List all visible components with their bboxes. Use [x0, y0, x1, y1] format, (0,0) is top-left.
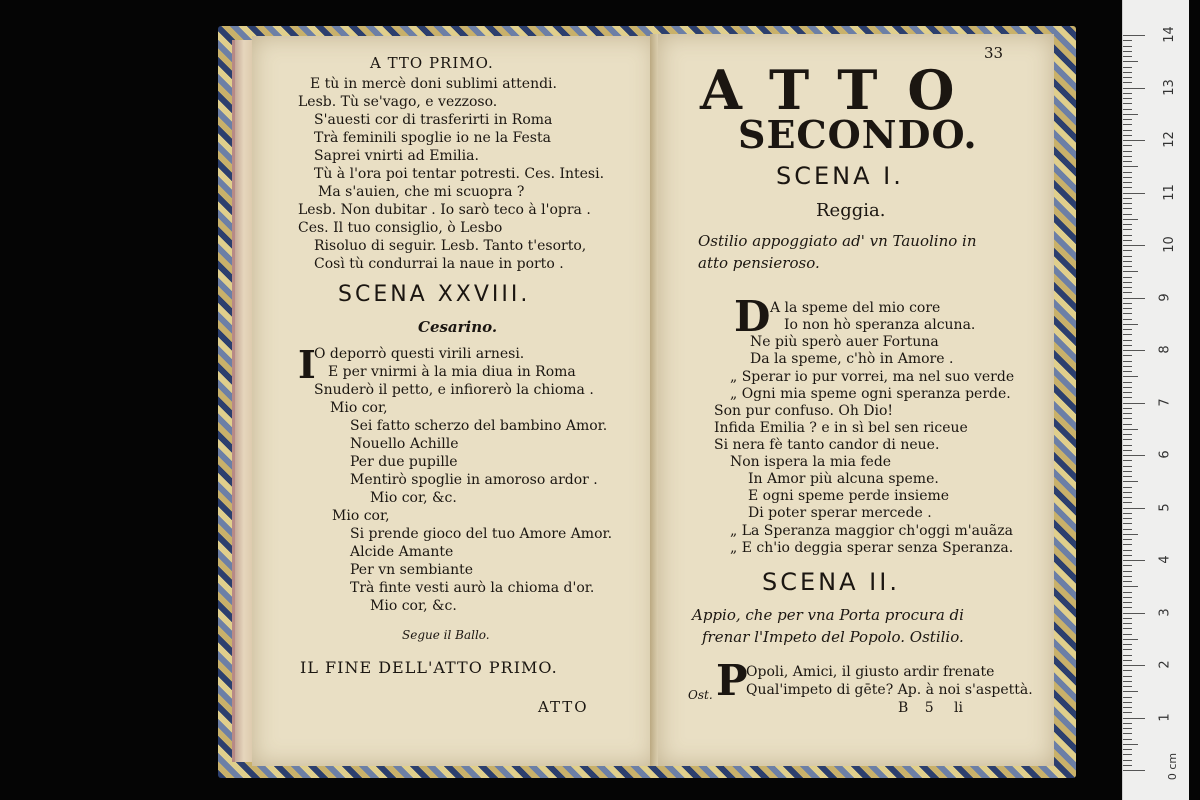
ruler-tick	[1123, 445, 1132, 446]
ruler-tick	[1123, 266, 1132, 267]
ruler-tick	[1123, 613, 1145, 614]
ruler-tick	[1123, 77, 1132, 78]
ruler-tick	[1123, 592, 1132, 593]
ruler-tick	[1123, 182, 1132, 183]
measurement-ruler	[1122, 0, 1189, 800]
ruler-tick	[1123, 256, 1132, 257]
stage-direction: atto pensieroso.	[698, 254, 820, 272]
scene-character: Cesarino.	[418, 318, 498, 336]
ruler-tick	[1123, 51, 1132, 52]
ruler-tick	[1123, 628, 1132, 629]
ruler-tick	[1123, 56, 1132, 57]
ruler-tick	[1123, 665, 1145, 666]
ruler-tick	[1123, 450, 1132, 451]
ruler-tick	[1123, 35, 1145, 36]
ruler-tick	[1123, 324, 1138, 325]
ruler-tick	[1123, 466, 1132, 467]
text-line: Ces. Il tuo consiglio, ò Lesbo	[298, 220, 503, 236]
ruler-tick	[1123, 754, 1132, 755]
ruler-tick	[1123, 208, 1132, 209]
scene-setting: Reggia.	[816, 200, 886, 221]
ruler-tick	[1123, 313, 1132, 314]
ruler-tick	[1123, 397, 1132, 398]
ruler-tick	[1123, 424, 1132, 425]
ruler-tick	[1123, 340, 1132, 341]
text-line: Così tù condurrai la naue in porto .	[314, 256, 564, 272]
text-line: Opoli, Amici, il giusto ardir frenate	[746, 664, 995, 680]
stage-direction: Appio, che per vna Porta procura di	[692, 606, 964, 624]
ruler-tick	[1123, 597, 1132, 598]
ruler-tick	[1123, 518, 1132, 519]
ruler-tick	[1123, 88, 1145, 89]
text-line: Snuderò il petto, e infiorerò la chioma .	[314, 382, 594, 398]
ruler-tick	[1123, 387, 1132, 388]
ruler-tick	[1123, 529, 1132, 530]
ruler-tick	[1123, 350, 1145, 351]
ruler-number: 14	[1161, 26, 1177, 43]
ruler-tick	[1123, 607, 1132, 608]
footer-mark: li	[954, 700, 963, 716]
ruler-tick	[1123, 670, 1132, 671]
text-line: Si prende gioco del tuo Amore Amor.	[350, 526, 613, 542]
text-line: Per due pupille	[350, 454, 458, 470]
ruler-tick	[1123, 124, 1132, 125]
speaker-label: Ost.	[688, 688, 713, 702]
ruler-tick	[1123, 151, 1132, 152]
ruler-tick	[1123, 61, 1138, 62]
ruler-tick	[1123, 502, 1132, 503]
ruler-tick	[1123, 733, 1132, 734]
ruler-tick	[1123, 145, 1132, 146]
text-line: Si nera fè tanto candor di neue.	[714, 437, 940, 453]
ruler-tick	[1123, 229, 1132, 230]
ruler-unit-label: 0 cm	[1166, 752, 1180, 781]
text-line: Nouello Achille	[350, 436, 459, 452]
ruler-tick	[1123, 72, 1132, 73]
act-title: ATTO	[700, 58, 985, 122]
ruler-tick	[1123, 355, 1132, 356]
ruler-tick	[1123, 67, 1132, 68]
ruler-tick	[1123, 245, 1145, 246]
ruler-tick	[1123, 576, 1132, 577]
ruler-tick	[1123, 571, 1132, 572]
text-line: Non ispera la mia fede	[730, 454, 892, 470]
ruler-tick	[1123, 744, 1138, 745]
ruler-number: 2	[1157, 660, 1173, 669]
ruler-tick	[1123, 513, 1132, 514]
ruler-number: 8	[1157, 345, 1173, 354]
ruler-tick	[1123, 382, 1132, 383]
ruler-tick	[1123, 298, 1145, 299]
ruler-tick	[1123, 581, 1132, 582]
ruler-tick	[1123, 403, 1145, 404]
ruler-tick	[1123, 240, 1132, 241]
ruler-tick	[1123, 460, 1132, 461]
text-line: „ Ogni mia speme ogni speranza perde.	[730, 386, 1011, 402]
text-line: Trà feminili spoglie io ne la Festa	[314, 130, 551, 146]
page-number: 33	[984, 44, 1004, 62]
ruler-tick	[1123, 770, 1145, 771]
text-line: In Amor più alcuna speme.	[748, 471, 939, 487]
scene-title: SCENA I.	[776, 162, 904, 190]
text-line: Di poter sperar mercede .	[748, 505, 932, 521]
scene-title: SCENA XXVIII.	[338, 282, 531, 307]
ruler-tick	[1123, 481, 1138, 482]
ruler-tick	[1123, 660, 1132, 661]
text-line: Ma s'auien, che mi scuopra ?	[318, 184, 525, 200]
ruler-tick	[1123, 292, 1132, 293]
text-line: „ Sperar io pur vorrei, ma nel suo verde	[730, 369, 1015, 385]
ruler-tick	[1123, 723, 1132, 724]
text-line: Da la speme, c'hò in Amore .	[750, 351, 954, 367]
text-line: Lesb. Non dubitar . Io sarò teco à l'opra .	[298, 202, 591, 218]
ruler-tick	[1123, 46, 1132, 47]
ruler-tick	[1123, 135, 1132, 136]
ruler-tick	[1123, 618, 1132, 619]
ruler-number: 5	[1157, 502, 1173, 512]
ruler-tick	[1123, 177, 1132, 178]
ruler-tick	[1123, 702, 1132, 703]
ruler-tick	[1123, 634, 1132, 635]
text-line: Io non hò speranza alcuna.	[784, 317, 976, 333]
text-line: Sei fatto scherzo del bambino Amor.	[350, 418, 608, 434]
ruler-tick	[1123, 119, 1132, 120]
ruler-tick	[1123, 492, 1132, 493]
ruler-tick	[1123, 476, 1132, 477]
ruler-tick	[1123, 586, 1138, 587]
ruler-tick	[1123, 676, 1132, 677]
ruler-tick	[1123, 560, 1145, 561]
ruler-tick	[1123, 214, 1132, 215]
ruler-tick	[1123, 623, 1132, 624]
right-page	[658, 34, 1054, 766]
ruler-tick	[1123, 455, 1145, 456]
text-line: Trà finte vesti aurò la chioma d'or.	[350, 580, 595, 596]
ruler-tick	[1123, 523, 1132, 524]
ruler-tick	[1123, 392, 1132, 393]
ruler-tick	[1123, 739, 1132, 740]
ruler-tick	[1123, 760, 1132, 761]
text-line: E ogni speme perde insieme	[748, 488, 950, 504]
ruler-number: 12	[1161, 131, 1177, 148]
ruler-tick	[1123, 98, 1132, 99]
drop-cap: I	[298, 342, 316, 387]
drop-cap: P	[716, 656, 748, 705]
ruler-tick	[1123, 203, 1132, 204]
ruler-tick	[1123, 487, 1132, 488]
text-line: S'auesti cor di trasferirti in Roma	[314, 112, 553, 128]
ruler-tick	[1123, 644, 1132, 645]
ruler-tick	[1123, 308, 1132, 309]
text-line: A la speme del mio core	[770, 300, 941, 316]
text-line: Per vn sembiante	[350, 562, 474, 578]
ruler-tick	[1123, 655, 1132, 656]
ruler-tick	[1123, 187, 1132, 188]
ruler-tick	[1123, 413, 1132, 414]
ruler-tick	[1123, 114, 1138, 115]
ruler-tick	[1123, 345, 1132, 346]
text-line: Mio cor,	[330, 400, 388, 416]
ruler-tick	[1123, 434, 1132, 435]
ruler-tick	[1123, 765, 1132, 766]
ruler-tick	[1123, 303, 1132, 304]
stage-direction: Ostilio appoggiato ad' vn Tauolino in	[698, 232, 977, 250]
ruler-tick	[1123, 287, 1132, 288]
ruler-tick	[1123, 319, 1132, 320]
ruler-number: 4	[1157, 555, 1173, 564]
ruler-tick	[1123, 166, 1138, 167]
ruler-tick	[1123, 277, 1132, 278]
text-line: Risoluo di seguir. Lesb. Tanto t'esorto,	[314, 238, 587, 254]
ruler-tick	[1123, 697, 1132, 698]
ruler-tick	[1123, 712, 1132, 713]
ruler-tick	[1123, 361, 1132, 362]
ruler-tick	[1123, 40, 1132, 41]
ruler-tick	[1123, 140, 1145, 141]
ruler-tick	[1123, 250, 1132, 251]
ruler-tick	[1123, 497, 1132, 498]
ruler-tick	[1123, 172, 1132, 173]
ruler-tick	[1123, 555, 1132, 556]
text-line: O deporrò questi virili arnesi.	[314, 346, 525, 362]
text-line: Mio cor, &c.	[370, 598, 457, 614]
end-title: IL FINE DELL'ATTO PRIMO.	[300, 658, 558, 677]
ruler-tick	[1123, 235, 1132, 236]
text-line: Mio cor, &c.	[370, 490, 457, 506]
ruler-tick	[1123, 649, 1132, 650]
text-line: Mentirò spoglie in amoroso ardor .	[350, 472, 598, 488]
ruler-number: 3	[1157, 607, 1173, 617]
text-line: E per vnirmi à la mia diua in Roma	[328, 364, 576, 380]
ruler-tick	[1123, 224, 1132, 225]
text-line: E tù in mercè doni sublimi attendi.	[310, 76, 557, 92]
ruler-tick	[1123, 103, 1132, 104]
ruler-tick	[1123, 161, 1132, 162]
ruler-tick	[1123, 544, 1132, 545]
scene-title: SCENA II.	[762, 568, 900, 596]
ruler-tick	[1123, 130, 1132, 131]
ruler-tick	[1123, 156, 1132, 157]
drop-cap: D	[734, 292, 771, 341]
ruler-tick	[1123, 550, 1132, 551]
ruler-tick	[1123, 728, 1132, 729]
ruler-tick	[1123, 376, 1138, 377]
ruler-number: 13	[1161, 78, 1177, 96]
ruler-tick	[1123, 429, 1138, 430]
act-subtitle: SECONDO.	[738, 112, 978, 157]
ruler-tick	[1123, 82, 1132, 83]
text-line: Lesb. Tù se'vago, e vezzoso.	[298, 94, 498, 110]
ruler-tick	[1123, 261, 1132, 262]
ruler-tick	[1123, 681, 1132, 682]
ruler-tick	[1123, 749, 1132, 750]
ruler-tick	[1123, 109, 1132, 110]
ruler-tick	[1123, 707, 1132, 708]
ruler-tick	[1123, 691, 1138, 692]
text-line: Tù à l'ora poi tentar potresti. Ces. Intesi.	[314, 166, 605, 182]
ruler-tick	[1123, 718, 1145, 719]
text-line: Son pur confuso. Oh Dio!	[714, 403, 894, 419]
ruler-tick	[1123, 366, 1132, 367]
stage-direction: frenar l'Impeto del Popolo. Ostilio.	[702, 628, 964, 646]
ruler-tick	[1123, 471, 1132, 472]
ruler-tick	[1123, 219, 1138, 220]
ruler-tick	[1123, 602, 1132, 603]
ruler-tick	[1123, 418, 1132, 419]
ruler-tick	[1123, 329, 1132, 330]
ruler-tick	[1123, 271, 1138, 272]
signature-mark: B 5	[898, 700, 940, 716]
ruler-number: 10	[1161, 236, 1177, 253]
text-line: „ E ch'io deggia sperar senza Speranza.	[730, 540, 1014, 556]
ruler-tick	[1123, 508, 1145, 509]
ruler-number: 6	[1157, 450, 1173, 459]
text-line: Infida Emilia ? e in sì bel sen riceue	[714, 420, 968, 436]
left-page	[252, 36, 656, 766]
ruler-tick	[1123, 408, 1132, 409]
ruler-tick	[1123, 198, 1132, 199]
ruler-number: 11	[1161, 183, 1177, 201]
text-line: Qual'impeto di gēte? Ap. à noi s'aspettà.	[746, 682, 1033, 698]
catchword: ATTO	[538, 698, 589, 716]
ruler-tick	[1123, 334, 1132, 335]
text-line: Mio cor,	[332, 508, 390, 524]
ruler-tick	[1123, 639, 1138, 640]
ruler-tick	[1123, 565, 1132, 566]
ruler-tick	[1123, 539, 1132, 540]
ruler-number: 7	[1157, 397, 1173, 407]
ruler-number: 1	[1157, 712, 1173, 722]
ruler-tick	[1123, 439, 1132, 440]
ruler-tick	[1123, 282, 1132, 283]
ruler-tick	[1123, 193, 1145, 194]
text-line: Alcide Amante	[350, 544, 454, 560]
ruler-tick	[1123, 371, 1132, 372]
ruler-tick	[1123, 534, 1138, 535]
text-line: Saprei vnirti ad Emilia.	[314, 148, 479, 164]
ruler-number: 9	[1157, 292, 1173, 302]
text-line: „ La Speranza maggior ch'oggi m'auãza	[730, 523, 1014, 539]
ruler-tick	[1123, 93, 1132, 94]
stage-note: Segue il Ballo.	[402, 628, 490, 642]
running-head: A TTO PRIMO.	[370, 54, 494, 72]
text-line: Ne più sperò auer Fortuna	[750, 334, 939, 350]
ruler-tick	[1123, 686, 1132, 687]
